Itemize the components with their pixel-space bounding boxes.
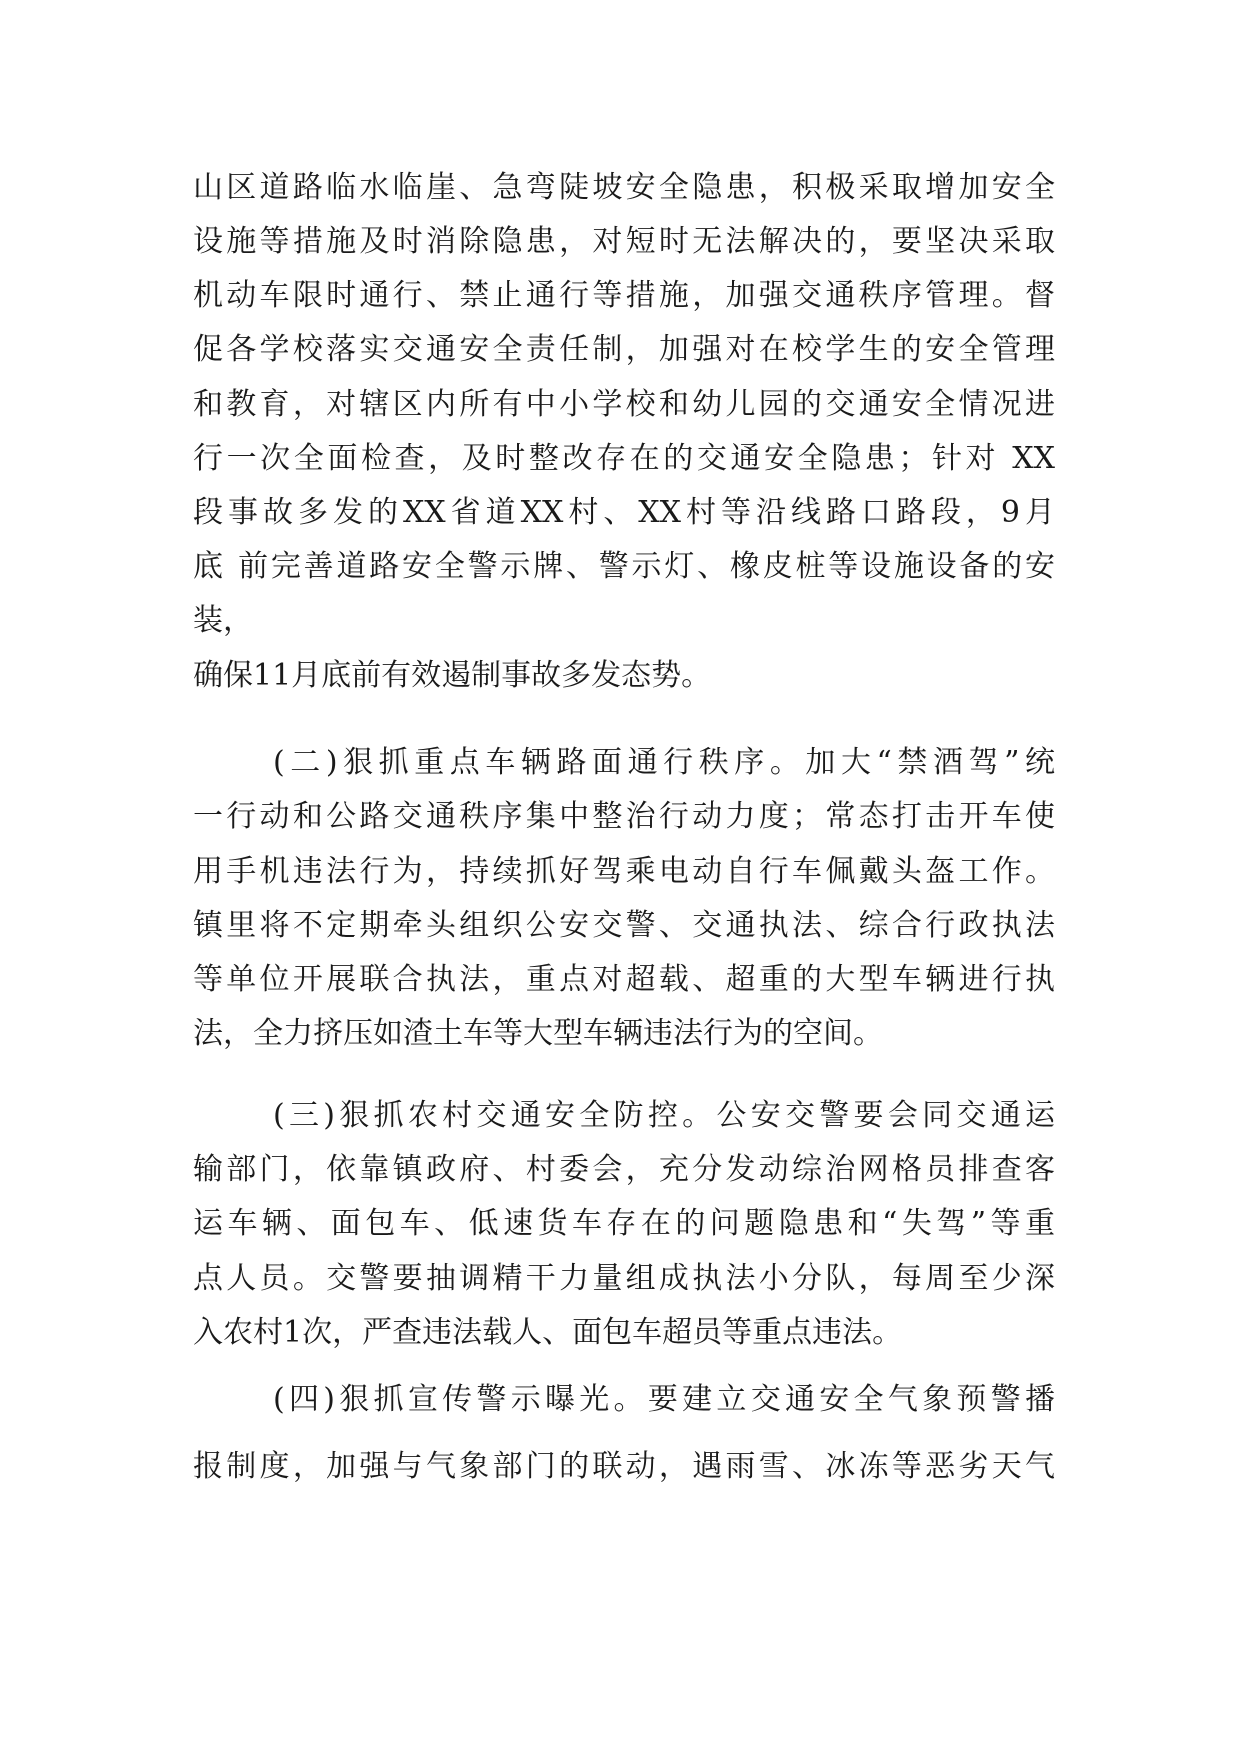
section-heading-line: (四)狠抓宣传警示曝光。要建立交通安全气象预警播 (273, 1382, 1055, 1417)
body-text-line: 法，全力挤压如渣土车等大型车辆违法行为的空间。 (193, 1016, 883, 1051)
body-text-line: 设施等措施及时消除隐患，对短时无法解决的，要坚决采取 (193, 224, 1055, 259)
body-text-line: 确保11月底前有效遏制事故多发态势。 (193, 658, 712, 693)
body-text-line: 行一次全面检查，及时整改存在的交通安全隐患；针对 XX (193, 441, 1055, 476)
body-text-line: 用手机违法行为，持续抓好驾乘电动自行车佩戴头盔工作。 (193, 854, 1055, 889)
body-text-line: 山区道路临水临崖、急弯陡坡安全隐患，积极采取增加安全 (193, 170, 1055, 205)
body-text-line: 和教育，对辖区内所有中小学校和幼儿园的交通安全情况进 (193, 387, 1055, 422)
body-text-line: 装， (193, 603, 253, 638)
section-heading-line: (二)狠抓重点车辆路面通行秩序。加大“禁酒驾”统 (273, 745, 1055, 780)
body-text-line: 一行动和公路交通秩序集中整治行动力度；常态打击开车使 (193, 799, 1055, 834)
body-text-line: 运车辆、面包车、低速货车存在的问题隐患和“失驾”等重 (193, 1206, 1055, 1241)
body-text-line: 段事故多发的XX省道XX村、XX村等沿线路口路段，9月 (193, 495, 1055, 530)
body-text-line: 底 前完善道路安全警示牌、警示灯、橡皮桩等设施设备的安 (193, 549, 1055, 584)
body-text-line: 输部门，依靠镇政府、村委会，充分发动综治网格员排查客 (193, 1152, 1055, 1187)
body-text-line: 点人员。交警要抽调精干力量组成执法小分队，每周至少深 (193, 1261, 1055, 1296)
body-text-line: 镇里将不定期牵头组织公安交警、交通执法、综合行政执法 (193, 908, 1055, 943)
section-heading-line: (三)狠抓农村交通安全防控。公安交警要会同交通运 (273, 1098, 1055, 1133)
body-text-line: 促各学校落实交通安全责任制，加强对在校学生的安全管理 (193, 332, 1055, 367)
body-text-line: 机动车限时通行、禁止通行等措施，加强交通秩序管理。督 (193, 278, 1055, 313)
body-text-line: 等单位开展联合执法，重点对超载、超重的大型车辆进行执 (193, 962, 1055, 997)
body-text-line: 报制度，加强与气象部门的联动，遇雨雪、冰冻等恶劣天气 (193, 1449, 1055, 1484)
body-text-line: 入农村1次，严查违法载人、面包车超员等重点违法。 (193, 1315, 903, 1350)
